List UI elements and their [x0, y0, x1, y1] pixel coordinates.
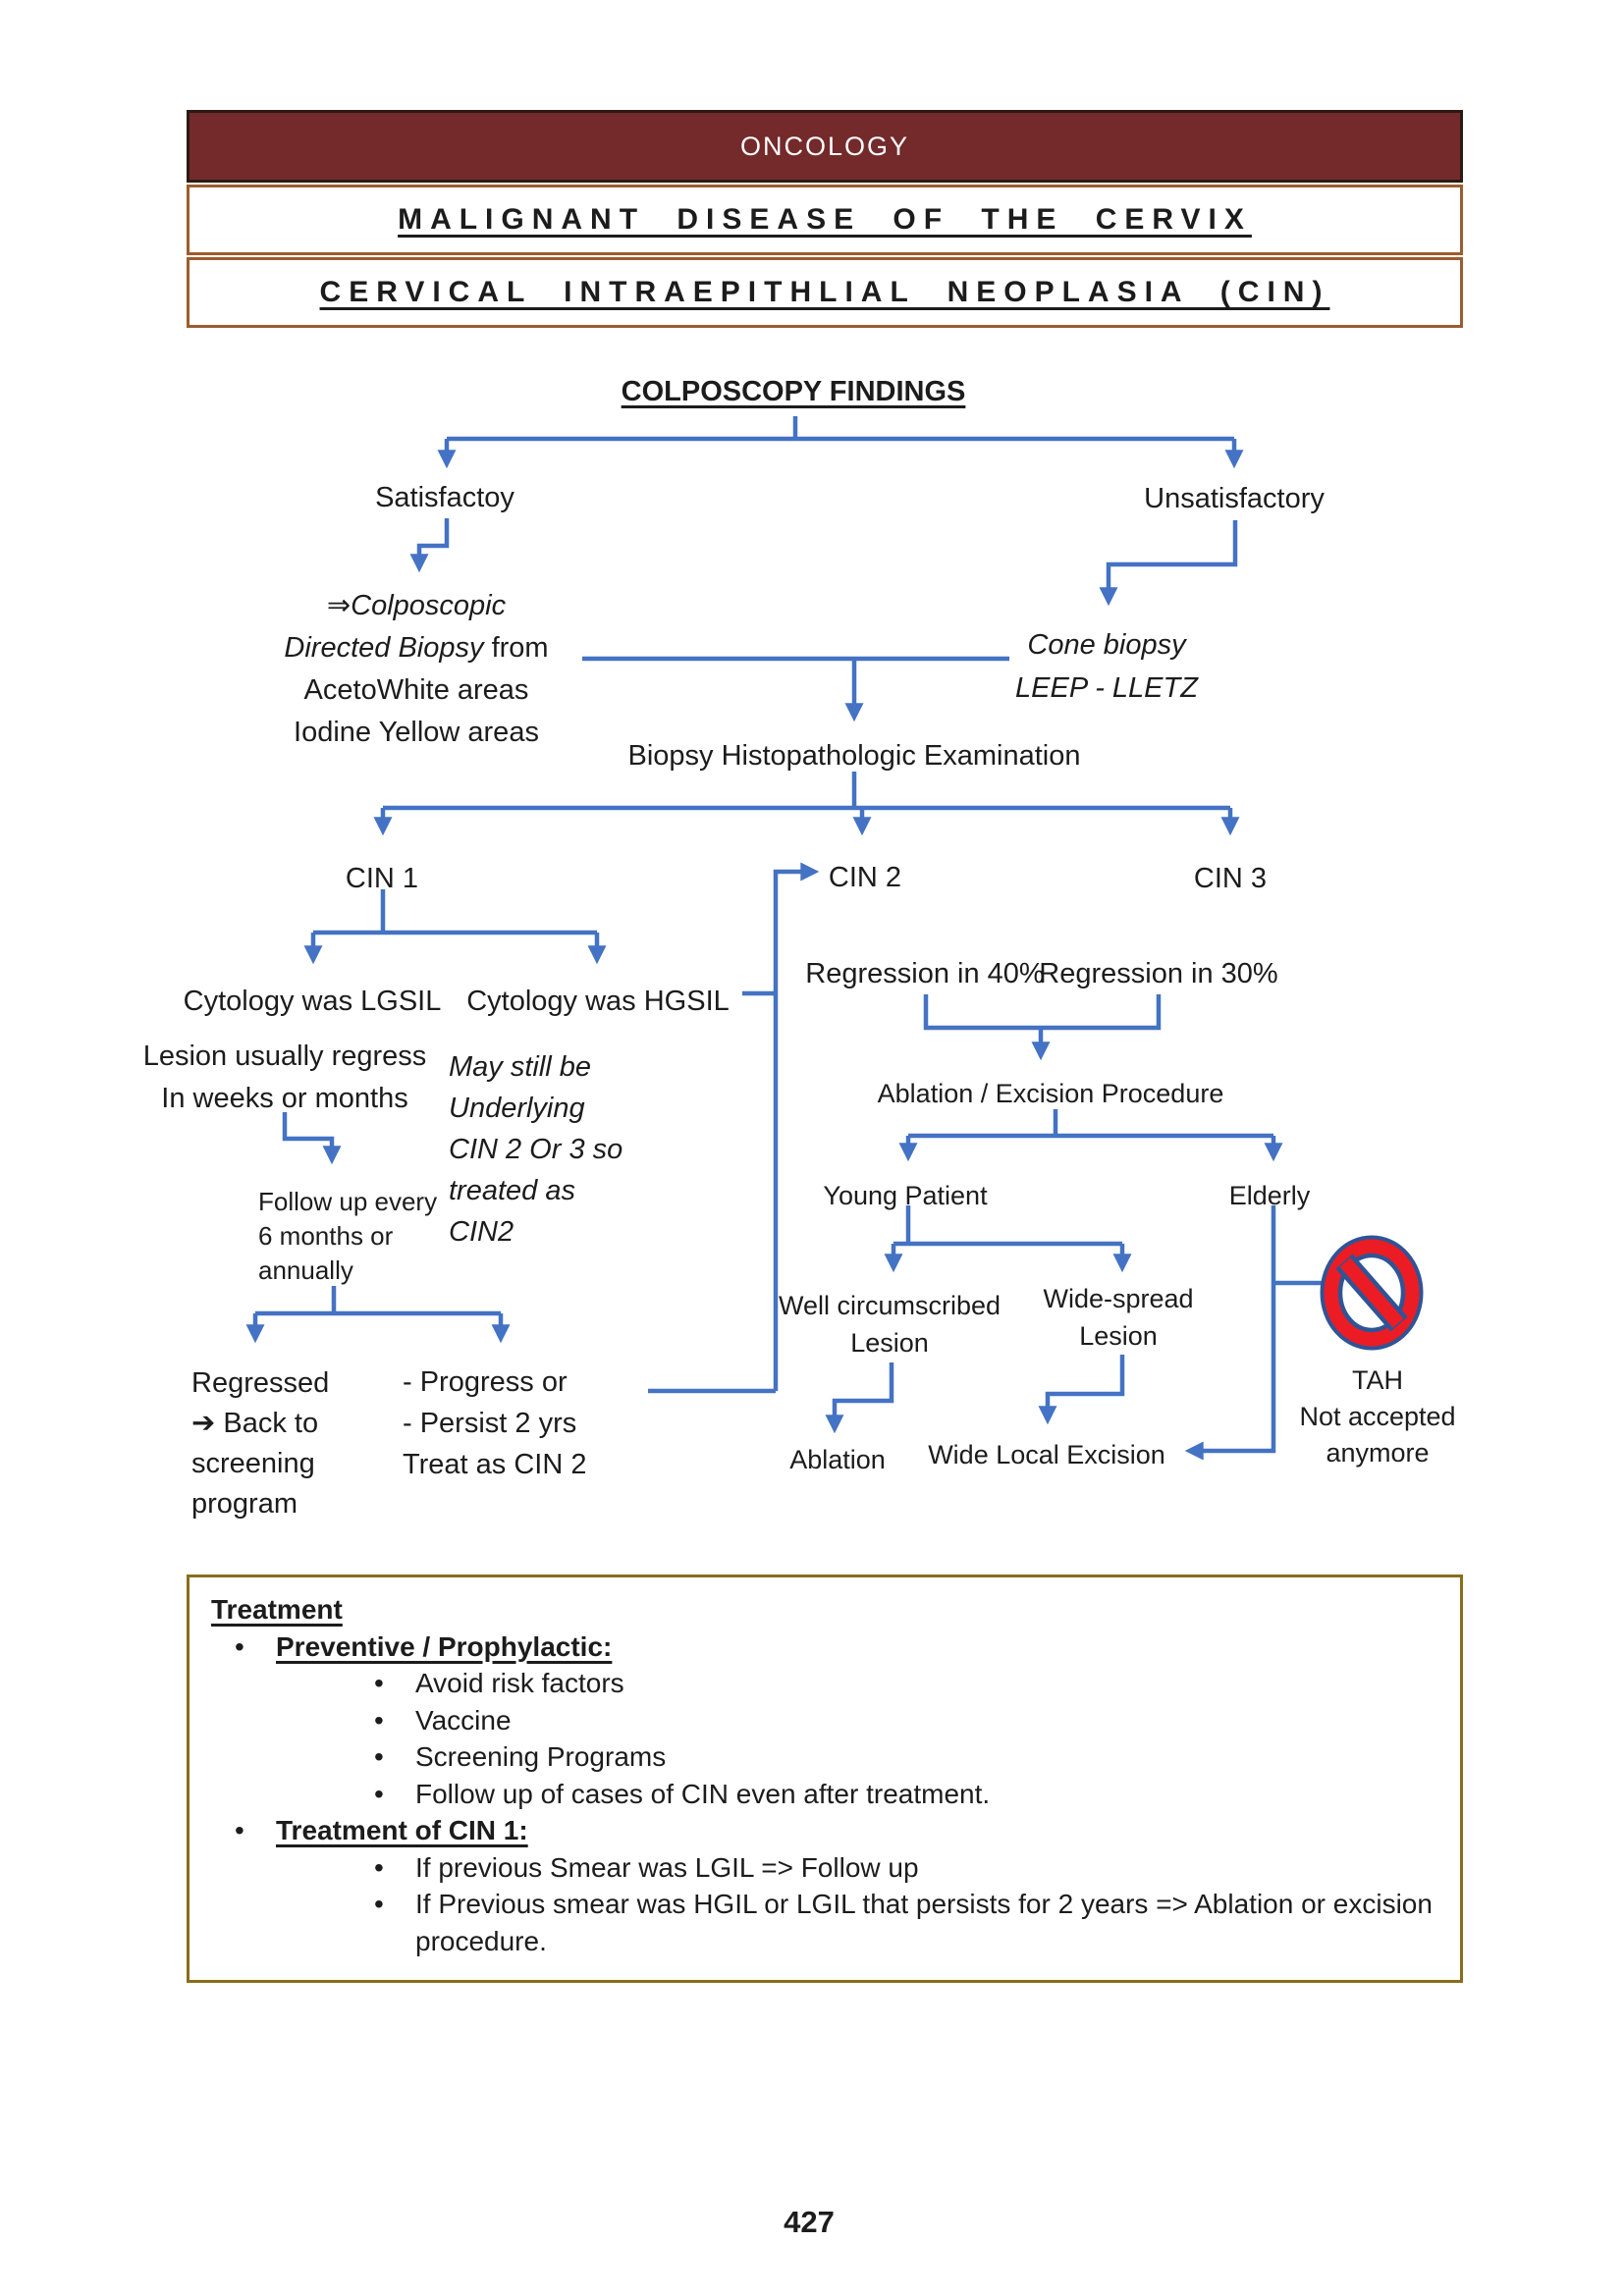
node-may-still-be: May still be Underlying CIN 2 Or 3 so treated as CIN2	[449, 1051, 623, 1248]
node-elderly: Elderly	[1228, 1181, 1311, 1210]
node-cin2: CIN 2	[828, 862, 902, 893]
node-wide-spread: Wide-spread Lesion	[1043, 1284, 1194, 1351]
node-wide-local-excision: Wide Local Excision	[928, 1440, 1165, 1469]
node-ablation-excision: Ablation / Excision Procedure	[877, 1079, 1224, 1108]
node-colposcopic-biopsy: ⇒Colposcopic Directed Biopsy from AcetoWhite areas Iodine Yellow areas	[284, 590, 549, 748]
node-progress-persist: - Progress or - Persist 2 yrs Treat as CIN 2	[403, 1366, 587, 1480]
node-unsatisfactory: Unsatisfactory	[1144, 483, 1325, 514]
node-regressed: Regressed ➔ Back to screening program	[191, 1367, 330, 1520]
node-regression-30: Regression in 30%	[1039, 958, 1278, 989]
sub-title: CERVICAL INTRAEPITHLIAL NEOPLASIA (CIN)	[319, 276, 1330, 308]
list-item: • Follow up of cases of CIN even after treatment.	[374, 1778, 991, 1809]
list-item: • Screening Programs	[374, 1741, 667, 1772]
node-satisfactory: Satisfactoy	[375, 482, 514, 513]
double-arrow-glyph: ⇒	[326, 590, 352, 621]
main-title: MALIGNANT DISEASE OF THE CERVIX	[398, 203, 1252, 236]
list-item: • If previous Smear was LGIL => Follow up	[374, 1851, 919, 1883]
node-young-patient: Young Patient	[823, 1181, 988, 1210]
treatment-box	[187, 1575, 1463, 1983]
node-tah: TAH Not accepted anymore	[1299, 1365, 1456, 1468]
node-cin1: CIN 1	[345, 863, 419, 894]
node-lesion-regress: Lesion usually regress In weeks or months	[142, 1041, 427, 1114]
banner-text: ONCOLOGY	[739, 131, 910, 161]
node-well-circumscribed: Well circumscribed Lesion	[778, 1291, 1001, 1358]
list-item: • Avoid risk factors	[374, 1668, 624, 1698]
page-number: 427	[784, 2205, 835, 2239]
node-cin3: CIN 3	[1193, 863, 1268, 894]
node-ablation: Ablation	[789, 1445, 886, 1474]
no-entry-icon	[1323, 1238, 1421, 1348]
list-item: • Treatment of CIN 1:	[211, 1812, 1433, 1849]
preventive-title: Preventive / Prophylactic:	[276, 1630, 613, 1662]
node-cytology-hgsil: Cytology was HGSIL	[466, 986, 730, 1017]
node-cytology-lgsil: Cytology was LGSIL	[183, 986, 442, 1017]
list-item: • Vaccine	[374, 1704, 512, 1735]
list-item: • If Previous smear was HGIL or LGIL that persists for 2 years => Ablation or excision procedure.	[374, 1889, 1433, 1956]
flow-title: COLPOSCOPY FINDINGS	[621, 376, 966, 407]
treatment-heading: Treatment	[211, 1594, 343, 1625]
cin1-treatment-title: Treatment of CIN 1:	[276, 1815, 528, 1845]
node-cone-biopsy: Cone biopsy LEEP - LLETZ	[1015, 629, 1198, 704]
list-item: • Preventive / Prophylactic:	[211, 1629, 1433, 1666]
node-biopsy-exam: Biopsy Histopathologic Examination	[627, 740, 1081, 772]
node-follow-up: Follow up every 6 months or annually	[258, 1187, 438, 1285]
node-regression-40: Regression in 40%	[805, 958, 1045, 989]
